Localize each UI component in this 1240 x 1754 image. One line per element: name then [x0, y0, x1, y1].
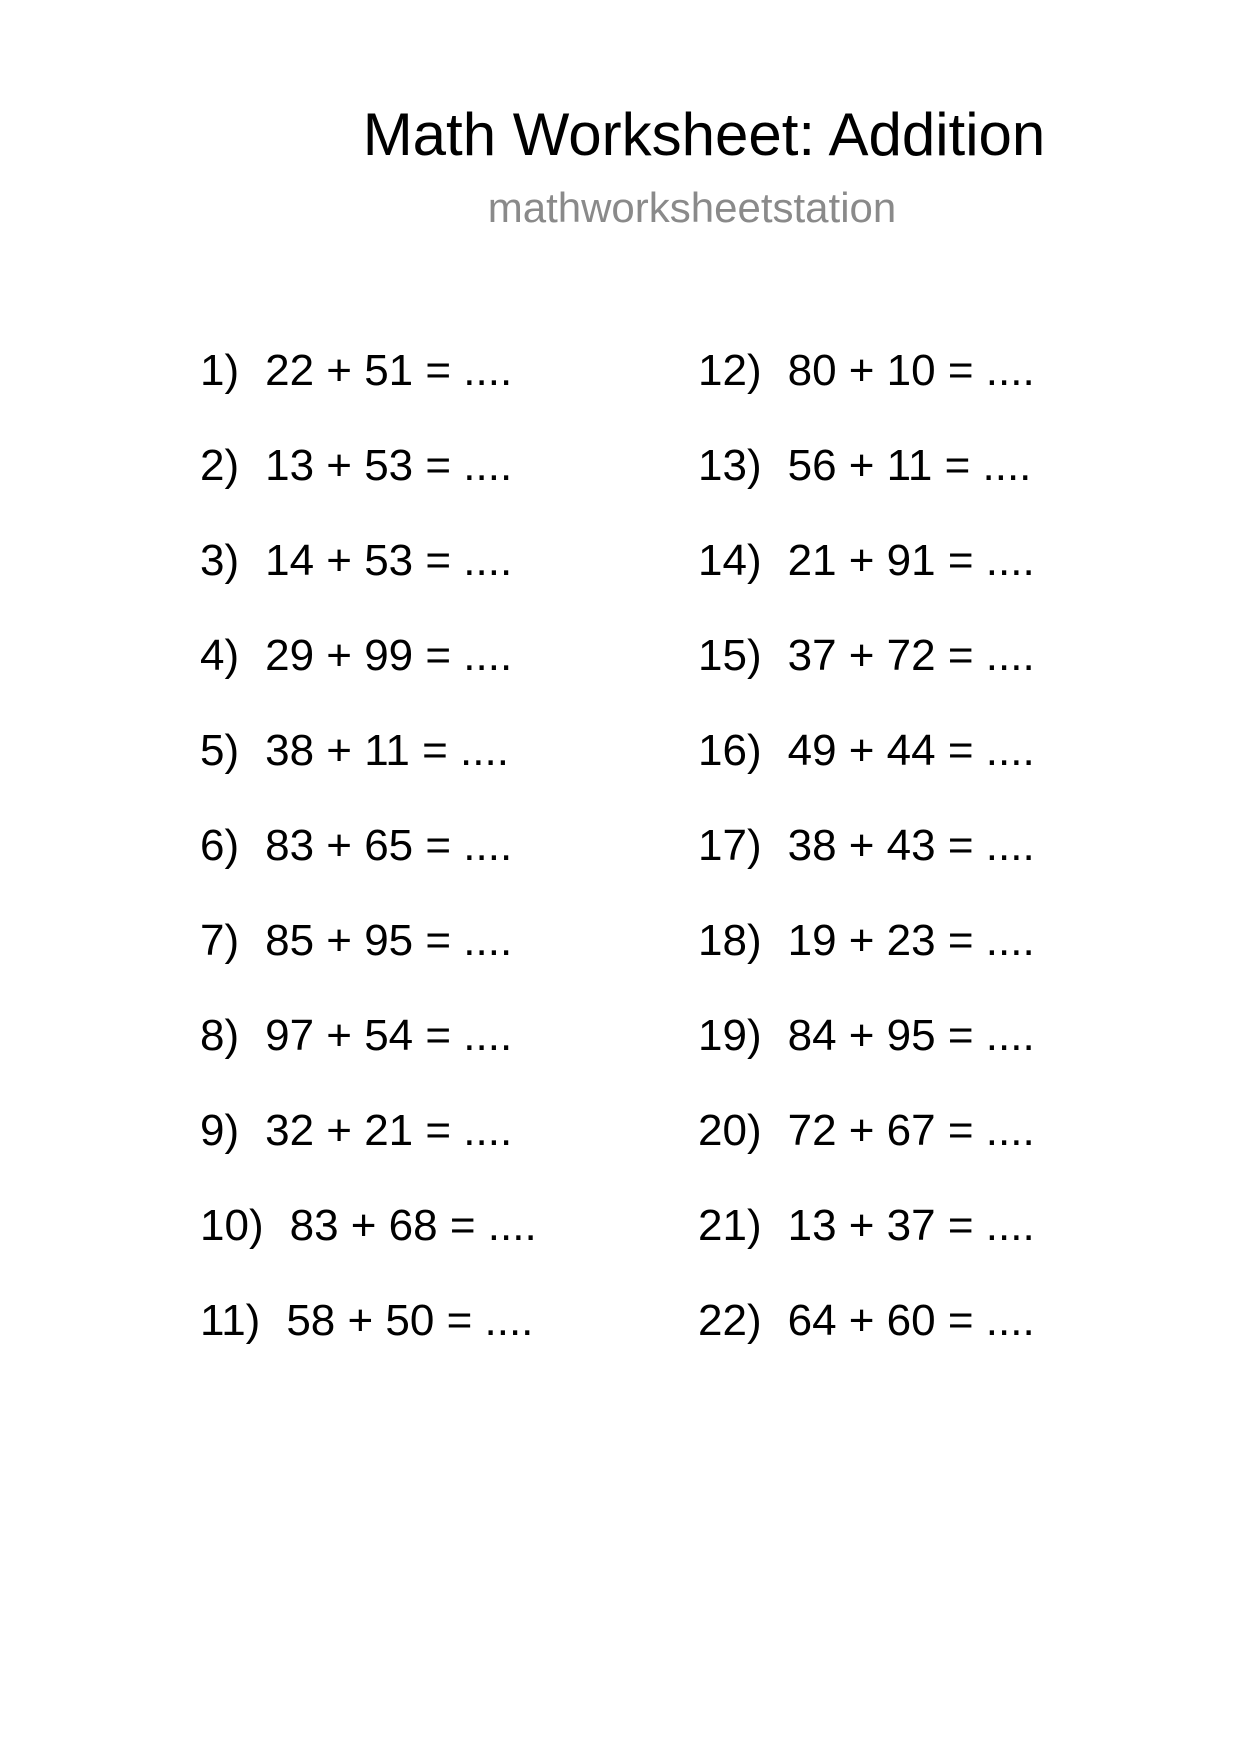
problem-expression: 37 + 72 = ....: [787, 631, 1035, 680]
problem-item: [698, 1010, 1035, 1062]
problem-item: [698, 820, 1035, 872]
problem-item: [200, 345, 537, 397]
problem-number: 15): [698, 631, 762, 680]
problem-item: [200, 1010, 537, 1062]
problem-item: [698, 1295, 1035, 1347]
problem-item: [200, 440, 537, 492]
page-subtitle: mathworksheetstation: [487, 184, 897, 231]
problem-expression: 13 + 53 = ....: [265, 441, 513, 490]
problem-item: [698, 535, 1035, 587]
problem-number: 5): [200, 726, 240, 775]
problem-item: [698, 630, 1035, 682]
problem-number: 10): [200, 1201, 264, 1250]
problem-expression: 97 + 54 = ....: [265, 1011, 513, 1060]
problem-number: 1): [200, 346, 240, 395]
problem-expression: 13 + 37 = ....: [787, 1201, 1035, 1250]
problem-item: [200, 820, 537, 872]
problem-number: 11): [200, 1296, 261, 1345]
problem-number: 19): [698, 1011, 762, 1060]
problem-item: [698, 915, 1035, 967]
problem-expression: 84 + 95 = ....: [787, 1011, 1035, 1060]
problem-item: [698, 345, 1035, 397]
problem-expression: 38 + 43 = ....: [787, 821, 1035, 870]
problem-item: [200, 535, 537, 587]
problem-expression: 19 + 23 = ....: [787, 916, 1035, 965]
problem-expression: 21 + 91 = ....: [787, 536, 1035, 585]
problem-number: 12): [698, 346, 762, 395]
problem-item: [200, 725, 537, 777]
problem-item: [698, 1105, 1035, 1157]
problem-item: [200, 1295, 537, 1347]
problem-number: 21): [698, 1201, 762, 1250]
problem-number: 13): [698, 441, 762, 490]
problem-number: 2): [200, 441, 240, 490]
problem-item: [200, 630, 537, 682]
problem-expression: 64 + 60 = ....: [787, 1296, 1035, 1345]
problem-expression: 22 + 51 = ....: [265, 346, 513, 395]
page-title: Math Worksheet: Addition: [362, 101, 1046, 168]
problem-expression: 85 + 95 = ....: [265, 916, 513, 965]
problem-number: 17): [698, 821, 762, 870]
problem-expression: 32 + 21 = ....: [265, 1106, 513, 1155]
problem-number: 22): [698, 1296, 762, 1345]
problem-expression: 83 + 65 = ....: [265, 821, 513, 870]
problem-number: 4): [200, 631, 240, 680]
problem-item: [200, 1105, 537, 1157]
problem-item: [698, 725, 1035, 777]
problem-expression: 56 + 11 = ....: [787, 441, 1032, 490]
problem-expression: 80 + 10 = ....: [787, 346, 1035, 395]
problem-number: 6): [200, 821, 240, 870]
problem-expression: 72 + 67 = ....: [787, 1106, 1035, 1155]
problem-number: 16): [698, 726, 762, 775]
problem-number: 18): [698, 916, 762, 965]
problem-expression: 14 + 53 = ....: [265, 536, 513, 585]
problem-expression: 49 + 44 = ....: [787, 726, 1035, 775]
problem-number: 9): [200, 1106, 240, 1155]
problems-column-left: [200, 345, 537, 1390]
problem-number: 3): [200, 536, 240, 585]
problem-expression: 29 + 99 = ....: [265, 631, 513, 680]
problem-item: [200, 915, 537, 967]
problem-item: [698, 440, 1035, 492]
problems-column-right: [698, 345, 1035, 1390]
problem-number: 20): [698, 1106, 762, 1155]
problem-number: 8): [200, 1011, 240, 1060]
problem-item: [200, 1200, 537, 1252]
problem-number: 14): [698, 536, 762, 585]
problem-number: 7): [200, 916, 240, 965]
problem-item: [698, 1200, 1035, 1252]
problem-expression: 38 + 11 = ....: [265, 726, 509, 775]
problem-expression: 58 + 50 = ....: [286, 1296, 534, 1345]
problem-expression: 83 + 68 = ....: [289, 1201, 537, 1250]
